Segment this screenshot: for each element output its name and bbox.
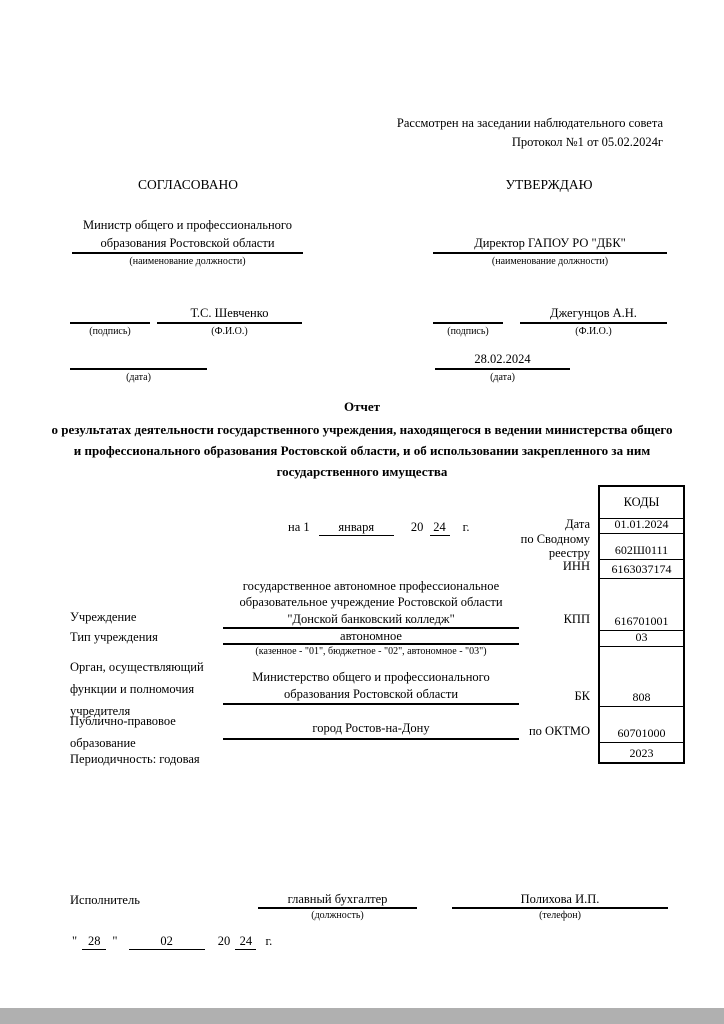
footer-open-quote: " [72,934,78,948]
review-note-line2: Протокол №1 от 05.02.2024г [511,135,663,149]
codes-year-cell: 2023 [629,746,654,760]
codes-type-code-cell: 03 [600,631,683,647]
codes-date-label: Дата [565,517,590,531]
codes-kpp-label: КПП [563,612,590,626]
approved-date-text: 28.02.2024 [474,352,531,366]
institution-value-line [223,577,519,629]
as-of-month-line: января [319,520,394,536]
executor-contact-line [452,892,668,909]
as-of-prefix: на 1 [288,520,310,534]
executor-contact-caption: (телефон) [539,910,581,921]
footer-date-row [72,934,272,950]
founder-label: Орган, осуществляющий функции и полномочия учредителя [70,660,204,718]
agreed-position-line [72,213,303,254]
agreed-name-text: Т.С. Шевченко [190,306,269,320]
institution-label: Учреждение [70,610,137,624]
institution-type-caption: (казенное - "01", бюджетное - "02", автономное - "03") [255,646,487,657]
approved-position-caption: (наименование должности) [491,256,609,267]
document-title-body: о результатах деятельности государственного учреждения, находящегося в ведении министерства общего и профессионального образования Ростовской области, и об использовании закрепленного за ним государственного имущества [51,422,673,479]
footer-close-quote: " [112,934,118,948]
approved-signature-line [433,305,503,324]
public-entity-value-line [223,716,519,740]
founder-value-line [223,665,519,705]
public-entity-label: Публично-правовое образование [70,714,176,750]
approved-name-line [520,305,667,324]
approved-date-caption: (дата) [490,372,515,383]
codes-registry-cell: 602Ш0111 [600,534,683,560]
codes-inn-label: ИНН [562,559,590,573]
review-note [397,114,663,152]
approved-position-text: Директор ГАПОУ РО "ДБК" [474,236,626,250]
codes-kpp-cell: 616701001 [600,579,683,631]
institution-type-label: Тип учреждения [70,630,158,644]
agreed-fio-caption: (Ф.И.О.) [211,326,248,337]
executor-contact-text: Полихова И.П. [520,892,600,906]
executor-position-text: главный бухгалтер [287,892,388,906]
founder-value-text: Министерство общего и профессионального образования Ростовской области [252,670,490,701]
review-note-line1: Рассмотрен на заседании наблюдательного совета [396,116,663,130]
agreed-signature-line [70,305,150,324]
approved-sign-caption: (подпись) [447,326,489,337]
approved-position-line [433,213,667,254]
as-of-suffix: г. [462,520,470,534]
executor-position-line [258,892,417,909]
approved-date-line [435,351,570,370]
footer-month-line: 02 [129,934,205,950]
codes-inn-cell: 6163037174 [600,560,683,579]
approved-name-text: Джегунцов А.Н. [550,306,637,320]
institution-type-value-line [223,629,519,645]
footer-year-line: 24 [235,934,256,950]
codes-header-cell: КОДЫ [600,487,683,519]
codes-bk-cell: 808 [600,647,683,707]
executor-label: Исполнитель [70,893,140,907]
agreed-date-caption: (дата) [126,372,151,383]
agreed-header: СОГЛАСОВАНО [138,177,238,192]
codes-oktmo-cell: 60701000 [600,707,683,743]
agreed-position-caption: (наименование должности) [129,256,246,267]
agreed-position-text: Министр общего и профессионального образования Ростовской области [83,218,292,250]
as-of-year-line: 24 [430,520,450,536]
codes-oktmo-label: по ОКТМО [528,724,590,738]
institution-value-text: государственное автономное профессиональное образовательное учреждение Ростовской области "Донской банковский колледж" [239,578,503,626]
agreed-date-line [70,351,207,370]
executor-position-caption: (должность) [311,910,364,921]
footer-day-line: 28 [82,934,106,950]
document-title-heading: Отчет [344,399,380,414]
codes-registry-label: по Сводному реестру [520,532,590,560]
document-title [47,399,677,482]
codes-box [598,485,685,764]
codes-bk-label: БК [574,689,590,703]
agreed-sign-caption: (подпись) [89,326,131,337]
institution-type-value-text: автономное [340,629,402,643]
agreed-name-line [157,305,302,324]
approved-header: УТВЕРЖДАЮ [505,177,593,192]
footer-date-suffix: г. [265,934,273,948]
codes-date-cell: 01.01.2024 [600,519,683,534]
periodicity-label: Периодичность: годовая [70,752,200,766]
approved-fio-caption: (Ф.И.О.) [575,326,612,337]
page-bottom-edge [0,1008,724,1024]
footer-century: 20 [217,934,231,948]
as-of-row [288,520,469,536]
as-of-century: 20 [410,520,424,534]
public-entity-value-text: город Ростов-на-Дону [312,721,430,735]
